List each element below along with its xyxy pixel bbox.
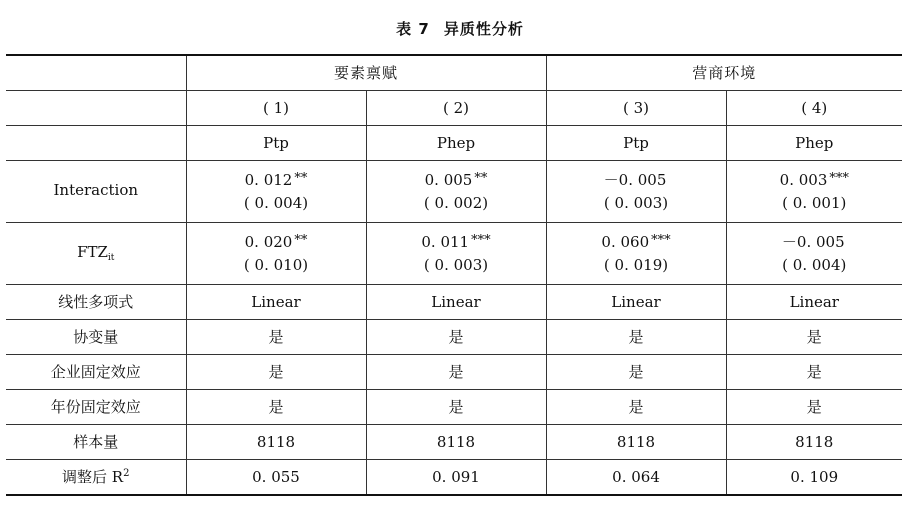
- coefficient: 0. 011: [421, 233, 470, 251]
- table-cell: 是: [546, 355, 726, 390]
- significance-stars: **: [474, 171, 488, 186]
- standard-error: ( 0. 004): [782, 255, 847, 274]
- significance-stars: **: [294, 171, 308, 186]
- significance-stars: **: [294, 233, 308, 248]
- coef-cell: [726, 223, 902, 285]
- table-cell: Linear: [726, 285, 902, 320]
- table-cell: 是: [366, 355, 546, 390]
- table-row-interaction: [6, 161, 902, 223]
- coef-cell: [726, 161, 902, 223]
- coefficient: 0. 005: [424, 171, 473, 189]
- row-label: 企业固定效应: [6, 355, 186, 390]
- heterogeneity-table: [6, 54, 902, 496]
- row-label: 样本量: [6, 425, 186, 460]
- coef-cell: [366, 161, 546, 223]
- column-number: ( 3): [546, 91, 726, 126]
- coef-cell: [546, 223, 726, 285]
- standard-error: ( 0. 002): [423, 193, 489, 212]
- table-cell: 是: [546, 320, 726, 355]
- table-cell: Linear: [546, 285, 726, 320]
- row-label: 调整后 $R^2$: [6, 460, 186, 496]
- table-caption: [0, 18, 920, 39]
- table-cell: 是: [186, 320, 366, 355]
- table-cell: 是: [726, 320, 902, 355]
- coef-cell: [186, 223, 366, 285]
- table-cell: 是: [726, 355, 902, 390]
- group-header-business-environment: 营商环境: [546, 55, 902, 91]
- significance-stars: ***: [829, 171, 849, 186]
- table-cell: Linear: [186, 285, 366, 320]
- dependent-variable: Ptp: [546, 126, 726, 161]
- group-header-factor-endowment: 要素禀赋: [186, 55, 546, 91]
- table-cell: 是: [726, 390, 902, 425]
- coefficient: 0. 012: [244, 171, 293, 189]
- table-row-linear-polynomial: [6, 285, 902, 320]
- row-label: 年份固定效应: [6, 390, 186, 425]
- significance-stars: ***: [471, 233, 491, 248]
- dependent-variable-row: [6, 126, 902, 161]
- table-cell: 是: [366, 320, 546, 355]
- table-cell: 0. 091: [366, 460, 546, 496]
- standard-error: ( 0. 003): [603, 193, 669, 212]
- standard-error: ( 0. 019): [603, 255, 669, 274]
- dependent-variable: Phep: [726, 126, 902, 161]
- table-row-adjusted-r2: [6, 460, 902, 496]
- table-cell: 0. 064: [546, 460, 726, 496]
- table-cell: 8118: [186, 425, 366, 460]
- table-cell: 是: [186, 355, 366, 390]
- row-label: Interaction: [6, 161, 186, 223]
- table-cell: Linear: [366, 285, 546, 320]
- column-number: ( 2): [366, 91, 546, 126]
- table-cell: 0. 055: [186, 460, 366, 496]
- standard-error: ( 0. 010): [243, 255, 309, 274]
- empty-cell: [6, 126, 186, 161]
- table-row-year-fixed-effects: [6, 390, 902, 425]
- coefficient: 0. 020: [244, 233, 293, 251]
- coef-cell: [186, 161, 366, 223]
- table-cell: 8118: [726, 425, 902, 460]
- column-number: ( 1): [186, 91, 366, 126]
- row-label: $FTZ_{it}$: [6, 223, 186, 285]
- table-cell: 是: [546, 390, 726, 425]
- coefficient: 0. 003: [779, 171, 828, 189]
- standard-error: ( 0. 001): [782, 193, 847, 212]
- table-cell: 0. 109: [726, 460, 902, 496]
- table-cell: 8118: [546, 425, 726, 460]
- empty-cell: [6, 91, 186, 126]
- column-number-row: [6, 91, 902, 126]
- coef-cell: [366, 223, 546, 285]
- table-title: 异质性分析: [443, 20, 524, 38]
- group-header-row: [6, 55, 902, 91]
- table-number: 表 7: [396, 20, 430, 38]
- significance-stars: ***: [651, 233, 671, 248]
- standard-error: ( 0. 004): [243, 193, 309, 212]
- dependent-variable: Phep: [366, 126, 546, 161]
- row-label: 协变量: [6, 320, 186, 355]
- table-row-ftz: [6, 223, 902, 285]
- table-row-sample-size: [6, 425, 902, 460]
- coef-cell: [546, 161, 726, 223]
- standard-error: ( 0. 003): [423, 255, 489, 274]
- coefficient: －0. 005: [603, 171, 667, 189]
- table-row-firm-fixed-effects: [6, 355, 902, 390]
- column-number: ( 4): [726, 91, 902, 126]
- table-cell: 8118: [366, 425, 546, 460]
- table-row-covariates: [6, 320, 902, 355]
- row-label: 线性多项式: [6, 285, 186, 320]
- coefficient: －0. 005: [781, 233, 845, 251]
- coefficient: 0. 060: [601, 233, 650, 251]
- table-cell: 是: [366, 390, 546, 425]
- dependent-variable: Ptp: [186, 126, 366, 161]
- corner-cell: [6, 55, 186, 91]
- table-cell: 是: [186, 390, 366, 425]
